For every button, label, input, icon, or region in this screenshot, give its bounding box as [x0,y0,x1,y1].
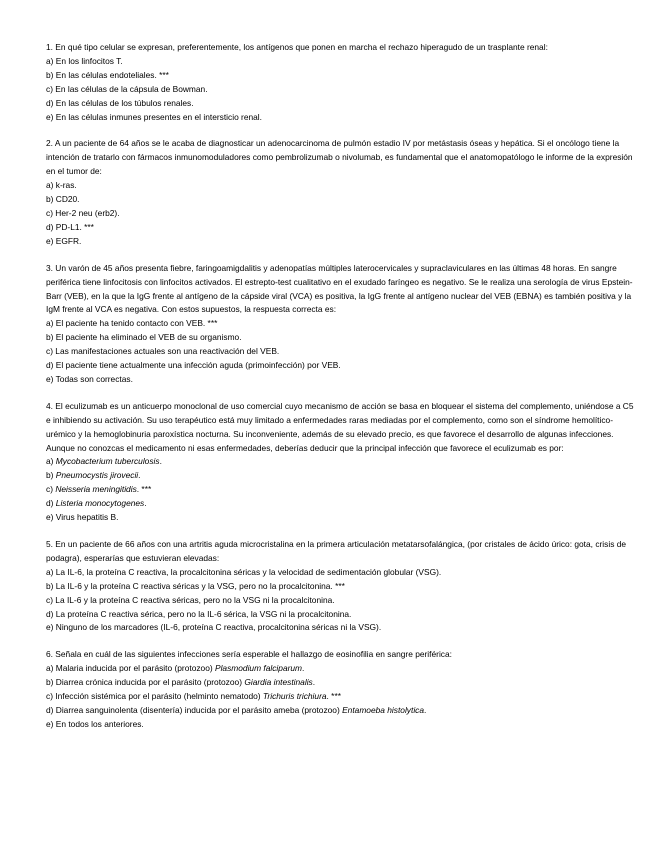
option-c: c) Las manifestaciones actuales son una reactivación del VEB. [46,346,280,357]
option-b: b) El paciente ha eliminado el VEB de su organismo. [46,332,242,343]
option-b: b) La IL-6 y la proteína C reactiva séricas y la VSG, pero no la procalcitonina. *** [46,580,345,591]
option-a: a) Malaria inducida por el parásito (protozoo) Plasmodium falciparum. [46,663,305,674]
question-1 [46,41,635,124]
option-e: e) EGFR. [46,235,82,246]
option-b: b) En las células endoteliales. *** [46,69,169,80]
question-text: 4. El eculizumab es un anticuerpo monoclonal de uso comercial cuyo mecanismo de acción se basa en bloquear el sistema del complemento, uniéndose a C5 e inhibiendo su activación. Su uso terapéutico está muy limitado a enfermedades raras mediadas por el complemento, como son el síndrome hemolítico-urémico y la hemoglobinuria paroxística nocturna. Su inconveniente, además de su elevado precio, es que favorece el desarrollo de algunas infecciones. Aunque no conozcas el medicamento ni esas enfermedades, deberías deducir que la principal infección que favorece el eculizumab es por: [46,400,634,453]
option-d: d) Diarrea sanguinolenta (disentería) inducida por el parásito ameba (protozoo) Entamoeba histolytica. [46,704,427,715]
option-b: b) CD20. [46,194,80,205]
question-6 [46,648,635,731]
option-c: c) Her-2 neu (erb2). [46,207,120,218]
option-c: c) Neisseria meningitidis. *** [46,484,152,495]
question-4 [46,400,635,525]
question-text: 2. A un paciente de 64 años se le acaba de diagnosticar un adenocarcinoma de pulmón estadio IV por metástasis óseas y hepática. Si el oncólogo tiene la intención de tratarlo con fármacos inmunomoduladores como pembrolizumab o nivolumab, es fundamental que el anatomopatólogo le informe de la expresión en el tumor de: [46,138,633,177]
option-a: a) La IL-6, la proteína C reactiva, la procalcitonina séricas y la velocidad de sedimentación globular (VSG). [46,566,442,577]
option-c: c) En las células de la cápsula de Bowman. [46,83,208,94]
option-e: e) Todas son correctas. [46,373,133,384]
option-a: a) El paciente ha tenido contacto con VEB. *** [46,318,218,329]
option-b: b) Pneumocystis jirovecii. [46,470,141,481]
question-text: 3. Un varón de 45 años presenta fiebre, faringoamigdalitis y adenopatías múltiples laterocervicales y supraclaviculares en las últimas 48 horas. En sangre periférica tiene linfocitosis con linfocitos activados. El estrepto-test cualitativo en el exudado faríngeo es negativo. Se le realiza una serología de virus Epstein-Barr (VEB), en la que la IgG frente al antígeno de la cápside viral (VCA) es positiva, la IgG frente al antígeno nuclear del VEB (EBNA) es también positiva y la IgM frente al VCA es negativa. Con estos supuestos, la respuesta correcta es: [46,262,633,315]
question-text: 1. En qué tipo celular se expresan, preferentemente, los antígenos que ponen en marcha el rechazo hiperagudo de un trasplante renal: [46,42,548,52]
question-3 [46,262,635,387]
option-b: b) Diarrea crónica inducida por el parásito (protozoo) Giardia intestinalis. [46,677,316,688]
option-e: e) Virus hepatitis B. [46,512,119,523]
option-c: c) Infección sistémica por el parásito (helminto nematodo) Trichuris trichiura. *** [46,691,341,702]
option-c: c) La IL-6 y la proteína C reactiva séricas, pero no la VSG ni la procalcitonina. [46,594,335,605]
option-d: d) El paciente tiene actualmente una infección aguda (primoinfección) por VEB. [46,360,341,371]
question-text: 6. Señala en cuál de las siguientes infecciones sería esperable el hallazgo de eosinofilia en sangre periférica: [46,649,452,660]
option-d: d) En las células de los túbulos renales. [46,97,194,108]
question-2 [46,137,635,248]
option-a: a) k-ras. [46,180,77,191]
option-e: e) Ninguno de los marcadores (IL-6, proteína C reactiva, procalcitonina séricas ni la VSG). [46,622,382,633]
option-d: d) PD-L1. *** [46,221,94,232]
option-e: e) En todos los anteriores. [46,718,144,729]
option-a: a) En los linfocitos T. [46,55,123,66]
question-5 [46,538,635,635]
option-a: a) Mycobacterium tuberculosis. [46,456,162,467]
question-text: 5. En un paciente de 66 años con una artritis aguda microcristalina en la primera articulación metatarsofalángica, (por cristales de ácido úrico: gota, crisis de podagra), esperarías que estuvieran elevadas: [46,539,627,563]
option-e: e) En las células inmunes presentes en el intersticio renal. [46,111,262,122]
option-d: d) La proteína C reactiva sérica, pero no la IL-6 sérica, la VSG ni la procalcitonina. [46,608,352,619]
option-d: d) Listeria monocytogenes. [46,498,147,509]
